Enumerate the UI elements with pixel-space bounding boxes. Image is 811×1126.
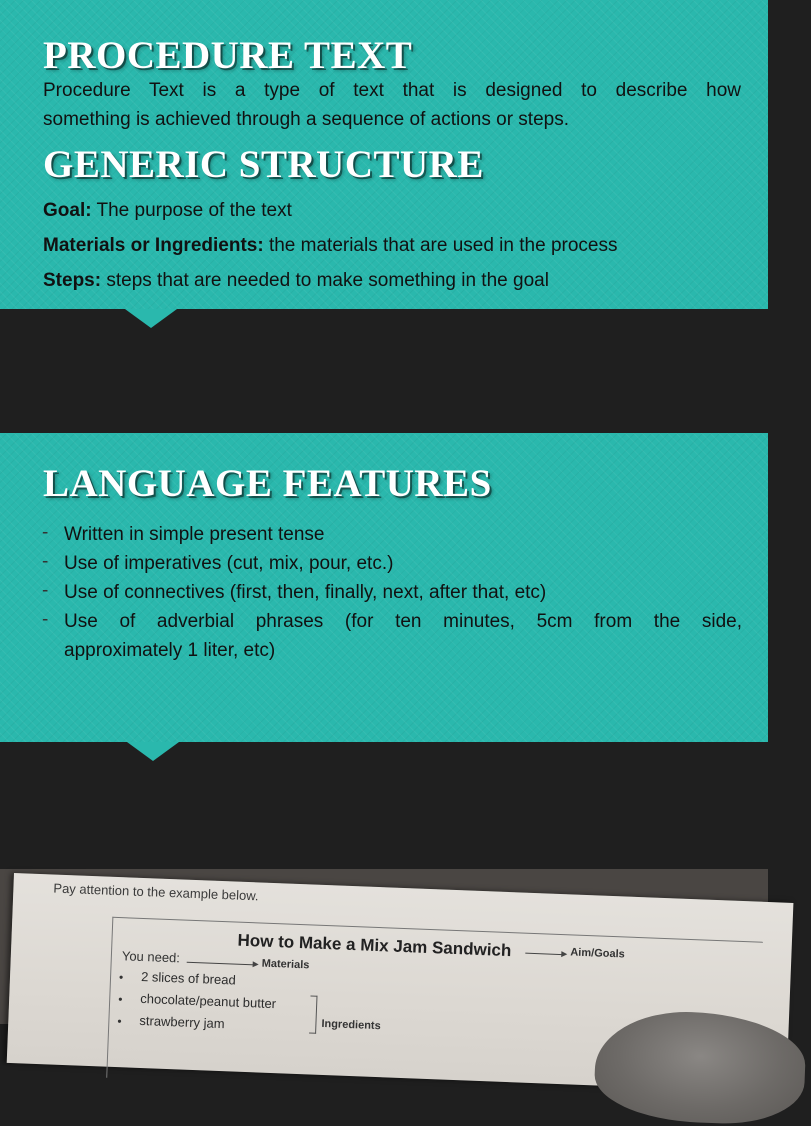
slide-language-features bbox=[0, 433, 768, 742]
bullet-icon: • bbox=[117, 1014, 122, 1029]
arrow-right-icon bbox=[525, 953, 565, 956]
bracket-icon bbox=[309, 995, 317, 1033]
aim-label: Aim/Goals bbox=[570, 946, 625, 961]
list-item bbox=[40, 578, 742, 607]
dash-bullet: - bbox=[42, 580, 49, 601]
dash-bullet: - bbox=[42, 522, 49, 543]
feature-text-line-1: Use of adverbial phrases (for ten minutes, 5cm from the side, bbox=[64, 611, 742, 632]
structure-label: Steps: bbox=[43, 270, 102, 291]
feature-text: Use of connectives (first, then, finally, next, after that, etc) bbox=[64, 582, 547, 603]
textbook-page bbox=[7, 873, 794, 1093]
definition-line-1: Procedure Text is a type of text that is designed to describe how bbox=[43, 80, 741, 101]
features-list bbox=[40, 520, 742, 665]
ingredient-item: strawberry jam bbox=[139, 1012, 225, 1032]
dash-bullet: - bbox=[42, 551, 49, 572]
definition-paragraph bbox=[43, 76, 741, 134]
textbook-photo bbox=[0, 869, 768, 1033]
slide-notch-decoration bbox=[125, 309, 177, 328]
instruction-text: Pay attention to the example below. bbox=[53, 880, 259, 904]
structure-item-materials bbox=[43, 235, 617, 257]
section-heading-generic-structure: GENERIC STRUCTURE bbox=[43, 143, 484, 186]
definition-line-2: something is achieved through a sequence of actions or steps. bbox=[43, 109, 569, 130]
slide-title: LANGUAGE FEATURES bbox=[43, 462, 492, 505]
list-item bbox=[40, 520, 742, 549]
slide-notch-decoration bbox=[127, 742, 179, 761]
structure-label: Materials or Ingredients: bbox=[43, 235, 264, 256]
feature-text: Use of imperatives (cut, mix, pour, etc.) bbox=[64, 553, 394, 574]
ingredients-label: Ingredients bbox=[321, 1017, 381, 1033]
structure-label: Goal: bbox=[43, 200, 92, 221]
arrow-right-icon bbox=[187, 962, 257, 966]
structure-description: the materials that are used in the process bbox=[263, 235, 618, 256]
bullet-icon: • bbox=[118, 970, 124, 985]
recipe-title: How to Make a Mix Jam Sandwich bbox=[237, 930, 512, 961]
ingredient-item: chocolate/peanut butter bbox=[139, 990, 277, 1012]
structure-item-goal bbox=[43, 200, 292, 222]
dash-bullet: - bbox=[42, 609, 49, 630]
ingredient-item: 2 slices of bread bbox=[140, 968, 237, 988]
you-need-label: You need: bbox=[121, 948, 181, 966]
example-box bbox=[106, 917, 763, 1103]
list-item bbox=[40, 549, 742, 578]
bullet-icon: • bbox=[117, 992, 123, 1007]
structure-description: steps that are needed to make something in the goal bbox=[101, 270, 549, 291]
structure-item-steps bbox=[43, 270, 549, 292]
slide-procedure-text bbox=[0, 0, 768, 309]
feature-text-line-2: approximately 1 liter, etc) bbox=[64, 640, 276, 661]
materials-label: Materials bbox=[261, 957, 310, 972]
structure-description: The purpose of the text bbox=[91, 200, 292, 221]
slide-title: PROCEDURE TEXT bbox=[43, 34, 413, 77]
list-item bbox=[40, 607, 742, 665]
sandwich-image bbox=[593, 1008, 807, 1126]
feature-text: Written in simple present tense bbox=[64, 524, 325, 545]
